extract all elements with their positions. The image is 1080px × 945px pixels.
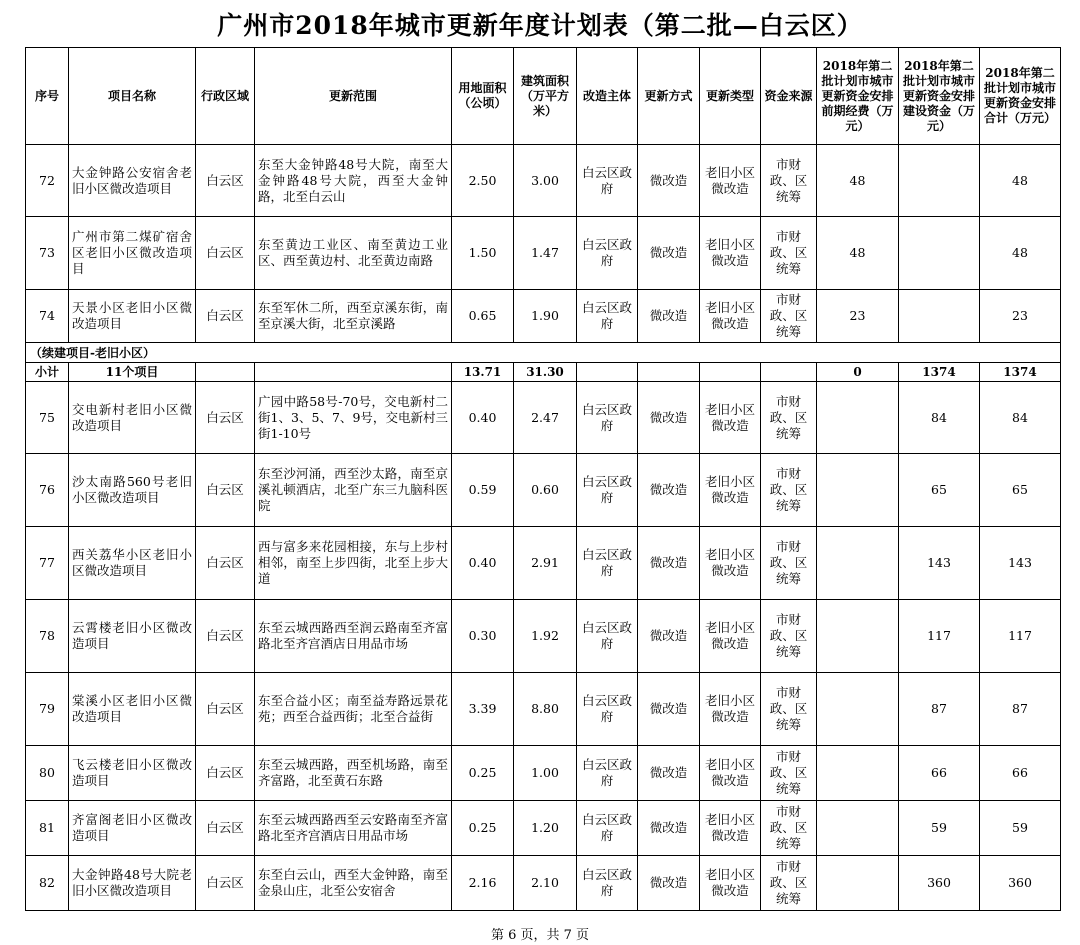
- land-area-cell: 0.40: [452, 527, 514, 600]
- project-name-cell: 飞云楼老旧小区微改造项目: [69, 746, 196, 801]
- method-cell: 微改造: [638, 856, 700, 911]
- header-cell: 行政区域: [196, 48, 255, 145]
- subtotal-land: 13.71: [452, 363, 514, 382]
- type-cell: 老旧小区微改造: [700, 746, 761, 801]
- build-fund-cell: [899, 290, 980, 343]
- land-area-cell: 0.59: [452, 454, 514, 527]
- build-fund-cell: [899, 145, 980, 217]
- land-area-cell: 0.65: [452, 290, 514, 343]
- table-row: [26, 746, 1061, 801]
- project-name-cell: 大金钟路48号大院老旧小区微改造项目: [69, 856, 196, 911]
- scope-cell: 东至云城西路西至云安路南至齐富路北至齐宫酒店日用品市场: [255, 801, 452, 856]
- scope-cell: 西与富多来花园相接，东与上步村相邻，南至上步四街，北至上步大道: [255, 527, 452, 600]
- row-number-cell: 73: [26, 217, 69, 290]
- scope-cell: 东至大金钟路48号大院，南至大金钟路48号大院，西至大金钟路，北至白云山: [255, 145, 452, 217]
- district-cell: 白云区: [196, 145, 255, 217]
- pre-fund-cell: [817, 527, 899, 600]
- row-number-cell: 81: [26, 801, 69, 856]
- empty-cell: [700, 363, 761, 382]
- pre-fund-cell: [817, 856, 899, 911]
- header-cell: 序号: [26, 48, 69, 145]
- entity-cell: 白云区政府: [577, 746, 638, 801]
- project-name-cell: 大金钟路公安宿舍老旧小区微改造项目: [69, 145, 196, 217]
- project-name-cell: 棠溪小区老旧小区微改造项目: [69, 673, 196, 746]
- entity-cell: 白云区政府: [577, 290, 638, 343]
- scope-cell: 东至合益小区；南至益寿路远景花苑；西至合益西街；北至合益街: [255, 673, 452, 746]
- entity-cell: 白云区政府: [577, 382, 638, 454]
- project-name-cell: 云霄楼老旧小区微改造项目: [69, 600, 196, 673]
- district-cell: 白云区: [196, 217, 255, 290]
- floor-area-cell: 8.80: [514, 673, 577, 746]
- table-row: [26, 145, 1061, 217]
- entity-cell: 白云区政府: [577, 673, 638, 746]
- pre-fund-cell: [817, 382, 899, 454]
- fund-source-cell: 市财政、区统筹: [761, 600, 817, 673]
- type-cell: 老旧小区微改造: [700, 801, 761, 856]
- header-cell: 更新方式: [638, 48, 700, 145]
- type-cell: 老旧小区微改造: [700, 145, 761, 217]
- empty-cell: [638, 363, 700, 382]
- entity-cell: 白云区政府: [577, 454, 638, 527]
- build-fund-cell: 65: [899, 454, 980, 527]
- build-fund-cell: 143: [899, 527, 980, 600]
- build-fund-cell: 360: [899, 856, 980, 911]
- type-cell: 老旧小区微改造: [700, 527, 761, 600]
- floor-area-cell: 2.91: [514, 527, 577, 600]
- floor-area-cell: 1.92: [514, 600, 577, 673]
- district-cell: 白云区: [196, 382, 255, 454]
- fund-source-cell: 市财政、区统筹: [761, 290, 817, 343]
- district-cell: 白云区: [196, 454, 255, 527]
- header-cell: 更新范围: [255, 48, 452, 145]
- scope-cell: 东至云城西路，西至机场路，南至齐富路，北至黄石东路: [255, 746, 452, 801]
- subtotal-total: 1374: [980, 363, 1061, 382]
- fund-source-cell: 市财政、区统筹: [761, 801, 817, 856]
- row-number-cell: 72: [26, 145, 69, 217]
- row-number-cell: 74: [26, 290, 69, 343]
- row-number-cell: 75: [26, 382, 69, 454]
- header-cell: 资金来源: [761, 48, 817, 145]
- project-name-cell: 西关荔华小区老旧小区微改造项目: [69, 527, 196, 600]
- type-cell: 老旧小区微改造: [700, 600, 761, 673]
- pre-fund-cell: 48: [817, 145, 899, 217]
- scope-cell: 东至黄边工业区、南至黄边工业区、西至黄边村、北至黄边南路: [255, 217, 452, 290]
- land-area-cell: 2.50: [452, 145, 514, 217]
- type-cell: 老旧小区微改造: [700, 290, 761, 343]
- build-fund-cell: 84: [899, 382, 980, 454]
- type-cell: 老旧小区微改造: [700, 454, 761, 527]
- land-area-cell: 1.50: [452, 217, 514, 290]
- total-fund-cell: 143: [980, 527, 1061, 600]
- header-cell: 2018年第二批计划市城市更新资金安排建设资金（万元）: [899, 48, 980, 145]
- floor-area-cell: 0.60: [514, 454, 577, 527]
- build-fund-cell: 87: [899, 673, 980, 746]
- pre-fund-cell: [817, 600, 899, 673]
- empty-cell: [255, 363, 452, 382]
- table-row: [26, 673, 1061, 746]
- fund-source-cell: 市财政、区统筹: [761, 217, 817, 290]
- method-cell: 微改造: [638, 527, 700, 600]
- fund-source-cell: 市财政、区统筹: [761, 382, 817, 454]
- scope-cell: 东至白云山，西至大金钟路，南至金泉山庄，北至公安宿舍: [255, 856, 452, 911]
- build-fund-cell: [899, 217, 980, 290]
- fund-source-cell: 市财政、区统筹: [761, 746, 817, 801]
- floor-area-cell: 1.90: [514, 290, 577, 343]
- entity-cell: 白云区政府: [577, 600, 638, 673]
- entity-cell: 白云区政府: [577, 527, 638, 600]
- total-fund-cell: 59: [980, 801, 1061, 856]
- pre-fund-cell: 48: [817, 217, 899, 290]
- floor-area-cell: 2.10: [514, 856, 577, 911]
- subtotal-build: 1374: [899, 363, 980, 382]
- fund-source-cell: 市财政、区统筹: [761, 145, 817, 217]
- floor-area-cell: 1.20: [514, 801, 577, 856]
- total-fund-cell: 23: [980, 290, 1061, 343]
- district-cell: 白云区: [196, 801, 255, 856]
- row-number-cell: 77: [26, 527, 69, 600]
- build-fund-cell: 66: [899, 746, 980, 801]
- method-cell: 微改造: [638, 217, 700, 290]
- district-cell: 白云区: [196, 290, 255, 343]
- empty-cell: [196, 363, 255, 382]
- district-cell: 白云区: [196, 527, 255, 600]
- page-footer: 第 6 页，共 7 页: [490, 928, 590, 943]
- project-name-cell: 交电新村老旧小区微改造项目: [69, 382, 196, 454]
- table-row: [26, 217, 1061, 290]
- subtotal-label: 小计: [26, 363, 69, 382]
- scope-cell: 东至沙河涌，西至沙太路，南至京溪礼顿酒店，北至广东三九脑科医院: [255, 454, 452, 527]
- method-cell: 微改造: [638, 746, 700, 801]
- type-cell: 老旧小区微改造: [700, 673, 761, 746]
- land-area-cell: 0.25: [452, 746, 514, 801]
- total-fund-cell: 360: [980, 856, 1061, 911]
- method-cell: 微改造: [638, 673, 700, 746]
- entity-cell: 白云区政府: [577, 217, 638, 290]
- header-cell: 项目名称: [69, 48, 196, 145]
- fund-source-cell: 市财政、区统筹: [761, 454, 817, 527]
- district-cell: 白云区: [196, 673, 255, 746]
- method-cell: 微改造: [638, 801, 700, 856]
- subtotal-count: 11个项目: [69, 363, 196, 382]
- land-area-cell: 0.25: [452, 801, 514, 856]
- header-cell: 2018年第二批计划市城市更新资金安排前期经费（万元）: [817, 48, 899, 145]
- land-area-cell: 0.40: [452, 382, 514, 454]
- row-number-cell: 80: [26, 746, 69, 801]
- table-row: [26, 600, 1061, 673]
- header-cell: 用地面积（公顷）: [452, 48, 514, 145]
- subtotal-row: [26, 363, 1061, 382]
- scope-cell: 东至云城西路西至润云路南至齐富路北至齐宫酒店日用品市场: [255, 600, 452, 673]
- floor-area-cell: 2.47: [514, 382, 577, 454]
- district-cell: 白云区: [196, 746, 255, 801]
- table-row: [26, 527, 1061, 600]
- section-label: （续建项目-老旧小区）: [26, 343, 1061, 363]
- build-fund-cell: 59: [899, 801, 980, 856]
- fund-source-cell: 市财政、区统筹: [761, 673, 817, 746]
- table-row: [26, 382, 1061, 454]
- total-fund-cell: 87: [980, 673, 1061, 746]
- row-number-cell: 82: [26, 856, 69, 911]
- build-fund-cell: 117: [899, 600, 980, 673]
- plan-table: [25, 47, 1061, 911]
- district-cell: 白云区: [196, 600, 255, 673]
- district-cell: 白云区: [196, 856, 255, 911]
- floor-area-cell: 1.00: [514, 746, 577, 801]
- total-fund-cell: 48: [980, 145, 1061, 217]
- land-area-cell: 2.16: [452, 856, 514, 911]
- method-cell: 微改造: [638, 600, 700, 673]
- row-number-cell: 76: [26, 454, 69, 527]
- fund-source-cell: 市财政、区统筹: [761, 856, 817, 911]
- header-cell: 2018年第二批计划市城市更新资金安排合计（万元）: [980, 48, 1061, 145]
- project-name-cell: 沙太南路560号老旧小区微改造项目: [69, 454, 196, 527]
- total-fund-cell: 48: [980, 217, 1061, 290]
- entity-cell: 白云区政府: [577, 801, 638, 856]
- fund-source-cell: 市财政、区统筹: [761, 527, 817, 600]
- row-number-cell: 79: [26, 673, 69, 746]
- row-number-cell: 78: [26, 600, 69, 673]
- type-cell: 老旧小区微改造: [700, 382, 761, 454]
- table-row: [26, 801, 1061, 856]
- entity-cell: 白云区政府: [577, 145, 638, 217]
- entity-cell: 白云区政府: [577, 856, 638, 911]
- method-cell: 微改造: [638, 290, 700, 343]
- subtotal-pre: 0: [817, 363, 899, 382]
- pre-fund-cell: [817, 801, 899, 856]
- pre-fund-cell: 23: [817, 290, 899, 343]
- table-header-row: [26, 48, 1061, 145]
- land-area-cell: 0.30: [452, 600, 514, 673]
- section-row: [26, 343, 1061, 363]
- table-row: [26, 454, 1061, 527]
- header-cell: 更新类型: [700, 48, 761, 145]
- pre-fund-cell: [817, 454, 899, 527]
- empty-cell: [577, 363, 638, 382]
- method-cell: 微改造: [638, 145, 700, 217]
- project-name-cell: 天景小区老旧小区微改造项目: [69, 290, 196, 343]
- empty-cell: [761, 363, 817, 382]
- type-cell: 老旧小区微改造: [700, 856, 761, 911]
- subtotal-floor: 31.30: [514, 363, 577, 382]
- pre-fund-cell: [817, 673, 899, 746]
- scope-cell: 东至军休二所，西至京溪东街，南至京溪大街，北至京溪路: [255, 290, 452, 343]
- floor-area-cell: 1.47: [514, 217, 577, 290]
- header-cell: 建筑面积（万平方米）: [514, 48, 577, 145]
- header-cell: 改造主体: [577, 48, 638, 145]
- pre-fund-cell: [817, 746, 899, 801]
- scope-cell: 广园中路58号-70号，交电新村二街1、3、5、7、9号，交电新村三街1-10号: [255, 382, 452, 454]
- type-cell: 老旧小区微改造: [700, 217, 761, 290]
- floor-area-cell: 3.00: [514, 145, 577, 217]
- total-fund-cell: 117: [980, 600, 1061, 673]
- page-title: 广州市2018年城市更新年度计划表（第二批—白云区）: [217, 11, 863, 40]
- method-cell: 微改造: [638, 454, 700, 527]
- method-cell: 微改造: [638, 382, 700, 454]
- project-name-cell: 广州市第二煤矿宿舍区老旧小区微改造项目: [69, 217, 196, 290]
- total-fund-cell: 65: [980, 454, 1061, 527]
- project-name-cell: 齐富阁老旧小区微改造项目: [69, 801, 196, 856]
- land-area-cell: 3.39: [452, 673, 514, 746]
- table-row: [26, 856, 1061, 911]
- total-fund-cell: 84: [980, 382, 1061, 454]
- total-fund-cell: 66: [980, 746, 1061, 801]
- table-row: [26, 290, 1061, 343]
